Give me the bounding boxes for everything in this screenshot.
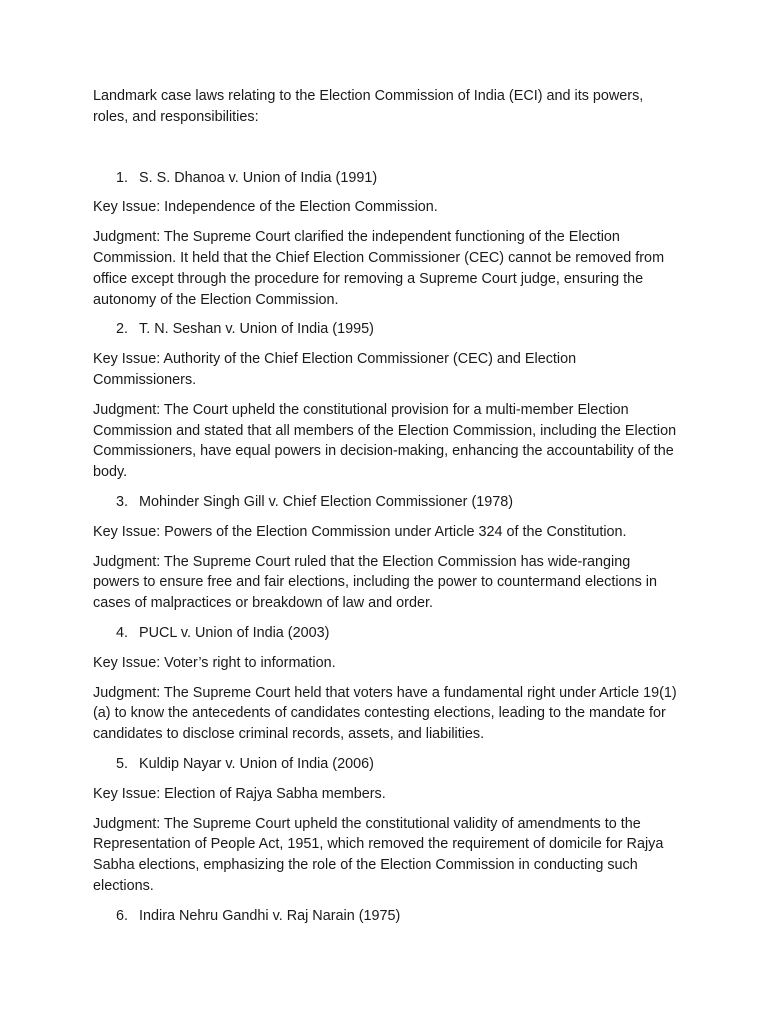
case-number: 4.: [116, 624, 129, 641]
case-name: Indira Nehru Gandhi v. Raj Narain (1975): [139, 907, 401, 924]
judgment-4: Judgment: The Supreme Court held that voters have a fundamental right under Article 19(1)(a) to know the antecedents of candidates contesting elections, leading to the mandate for candidates to disclose criminal records, assets, and liabilities.: [93, 684, 677, 743]
case-name: Kuldip Nayar v. Union of India (2006): [139, 755, 374, 772]
judgment-1: Judgment: The Supreme Court clarified the independent functioning of the Election Commission. It held that the Chief Election Commissioner (CEC) cannot be removed from office except through the procedure for removing a Supreme Court judge, ensuring the autonomy of the Election Commission.: [93, 229, 665, 308]
case-title-3: [93, 492, 678, 513]
key-issue-4: Key Issue: Voter’s right to information.: [93, 654, 336, 671]
case-name: T. N. Seshan v. Union of India (1995): [139, 321, 374, 338]
intro-paragraph: Landmark case laws relating to the Election Commission of India (ECI) and its powers, roles, and responsibilities:: [93, 88, 644, 125]
key-issue-5: Key Issue: Election of Rajya Sabha members.: [93, 785, 386, 802]
case-number: 6.: [116, 907, 129, 924]
judgment-5: Judgment: The Supreme Court upheld the constitutional validity of amendments to the Representation of People Act, 1951, which removed the requirement of domicile for Rajya Sabha elections, emphasizing the role of the Election Commission in conducting such elections.: [93, 815, 664, 894]
case-title-5: [93, 754, 678, 775]
case-title-1: [93, 168, 678, 189]
key-issue-3: Key Issue: Powers of the Election Commission under Article 324 of the Constitution.: [93, 523, 627, 540]
case-number: 2.: [116, 321, 129, 338]
judgment-2: Judgment: The Court upheld the constitutional provision for a multi-member Election Commission and stated that all members of the Election Commission, including the Election Commissioners, have equal powers in decision-making, enhancing the accountability of the body.: [93, 401, 677, 481]
case-name: PUCL v. Union of India (2003): [139, 624, 330, 641]
case-title-6: [93, 906, 678, 927]
key-issue-2: Key Issue: Authority of the Chief Election Commissioner (CEC) and Election Commissioners.: [93, 351, 577, 388]
case-title-2: [93, 319, 678, 340]
case-name: S. S. Dhanoa v. Union of India (1991): [139, 169, 378, 186]
case-number: 5.: [116, 755, 129, 772]
case-number: 3.: [116, 493, 129, 510]
key-issue-1: Key Issue: Independence of the Election Commission.: [93, 199, 438, 216]
case-number: 1.: [116, 169, 129, 186]
judgment-3: Judgment: The Supreme Court ruled that the Election Commission has wide-ranging powers to ensure free and fair elections, including the power to countermand elections in cases of malpractices or breakdown of law and order.: [93, 553, 657, 612]
case-title-4: [93, 623, 678, 644]
case-name: Mohinder Singh Gill v. Chief Election Commissioner (1978): [139, 493, 514, 510]
document-page: [93, 86, 678, 936]
